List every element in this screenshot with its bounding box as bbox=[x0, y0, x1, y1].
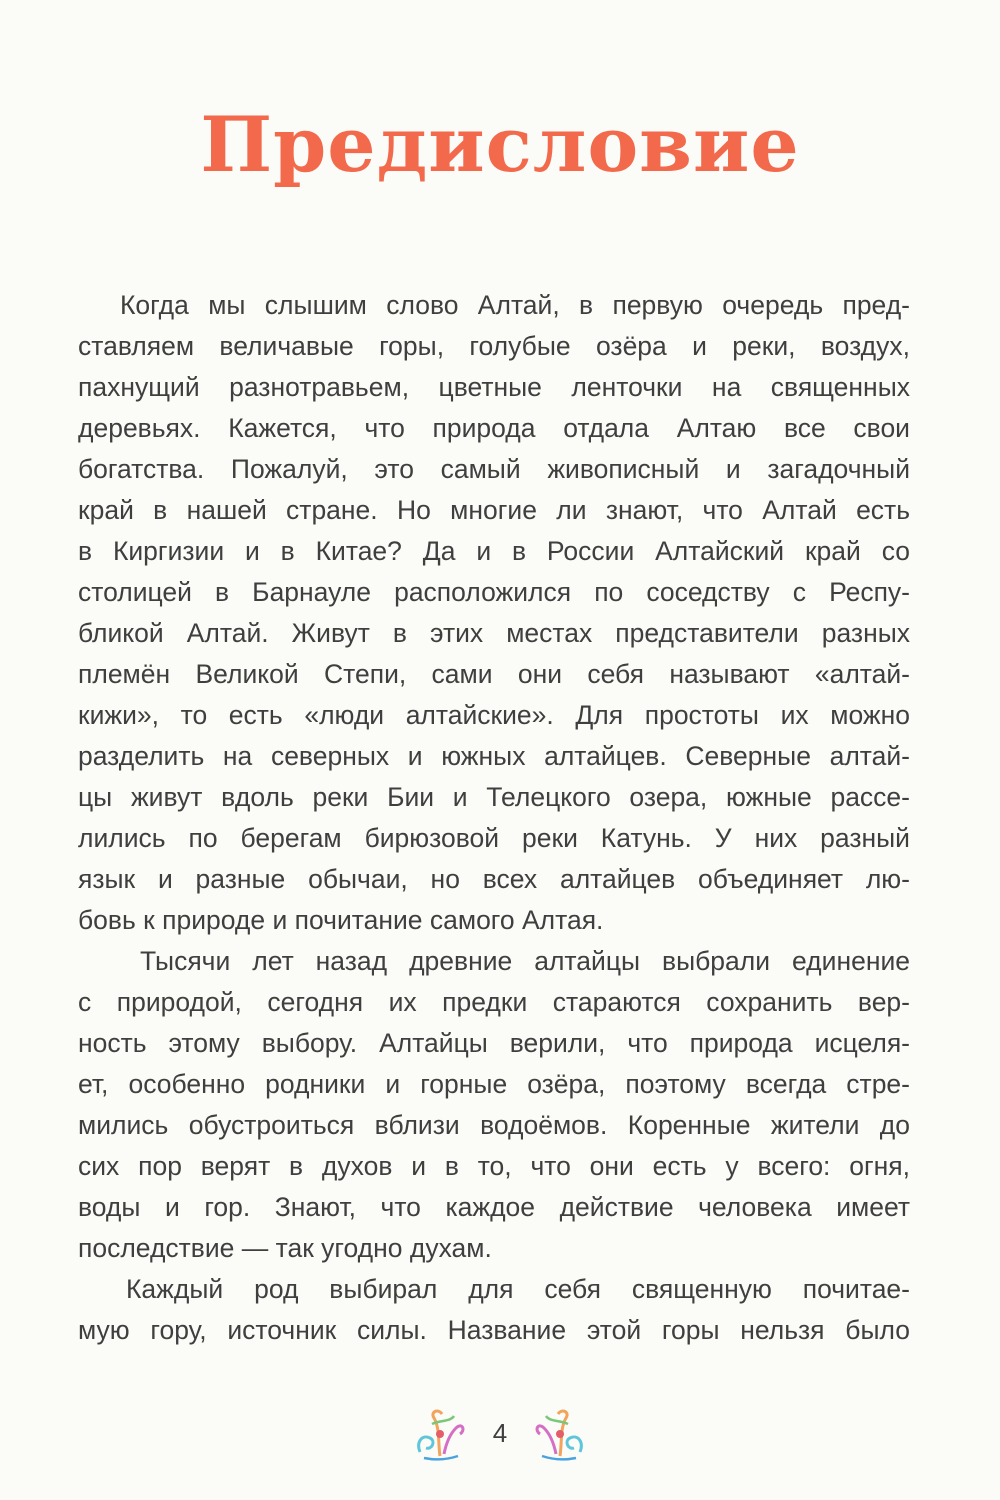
text-line: край в нашей стране. Но многие ли знают, что Алтай есть bbox=[78, 495, 910, 525]
text-line: племён Великой Степи, сами они себя называют «алтай- bbox=[78, 659, 910, 689]
text-line: мую гору, источник силы. Название этой горы нельзя было bbox=[78, 1315, 910, 1345]
page-title: Предисловие bbox=[200, 100, 800, 189]
dragon-ornament-icon bbox=[410, 1404, 470, 1464]
text-line: бликой Алтай. Живут в этих местах представители разных bbox=[78, 618, 910, 648]
paragraph-1 bbox=[78, 285, 910, 941]
page-number: 4 bbox=[492, 1418, 508, 1448]
body-text bbox=[78, 285, 910, 1351]
text-line: последствие — так угодно духам. bbox=[78, 1233, 492, 1263]
text-line: мились обустроиться вблизи водоёмов. Коренные жители до bbox=[78, 1110, 910, 1140]
text-line: лились по берегам бирюзовой реки Катунь. У них разный bbox=[78, 823, 910, 853]
text-line: Каждый род выбирал для себя священную почитае- bbox=[126, 1274, 910, 1304]
text-line: ставляем величавые горы, голубые озёра и реки, воздух, bbox=[78, 331, 910, 361]
text-line: с природой, сегодня их предки стараются сохранить вер- bbox=[78, 987, 910, 1017]
dragon-ornament-icon bbox=[530, 1404, 590, 1464]
text-line: Когда мы слышим слово Алтай, в первую очередь пред- bbox=[120, 290, 910, 320]
text-line: деревьях. Кажется, что природа отдала Алтаю все свои bbox=[78, 413, 910, 443]
text-line: бовь к природе и почитание самого Алтая. bbox=[78, 905, 604, 935]
text-line: в Киргизии и в Китае? Да и в России Алтайский край со bbox=[78, 536, 910, 566]
text-line: цы живут вдоль реки Бии и Телецкого озера, южные рассе- bbox=[78, 782, 910, 812]
text-line: язык и разные обычаи, но всех алтайцев объединяет лю- bbox=[78, 864, 910, 894]
text-line: Тысячи лет назад древние алтайцы выбрали единение bbox=[140, 946, 910, 976]
text-line: разделить на северных и южных алтайцев. Северные алтай- bbox=[78, 741, 910, 771]
text-line: богатства. Пожалуй, это самый живописный и загадочный bbox=[78, 454, 910, 484]
paragraph-2 bbox=[78, 941, 910, 1269]
text-line: столицей в Барнауле расположился по соседству с Респу- bbox=[78, 577, 910, 607]
page-footer bbox=[0, 1404, 1000, 1464]
text-line: сих пор верят в духов и в то, что они есть у всего: огня, bbox=[78, 1151, 910, 1181]
text-line: кижи», то есть «люди алтайские». Для простоты их можно bbox=[78, 700, 910, 730]
text-line: ность этому выбору. Алтайцы верили, что природа исцеля- bbox=[78, 1028, 910, 1058]
text-line: пахнущий разнотравьем, цветные ленточки на священных bbox=[78, 372, 910, 402]
text-line: ет, особенно родники и горные озёра, поэтому всегда стре- bbox=[78, 1069, 910, 1099]
text-line: воды и гор. Знают, что каждое действие человека имеет bbox=[78, 1192, 910, 1222]
paragraph-3 bbox=[78, 1269, 910, 1351]
